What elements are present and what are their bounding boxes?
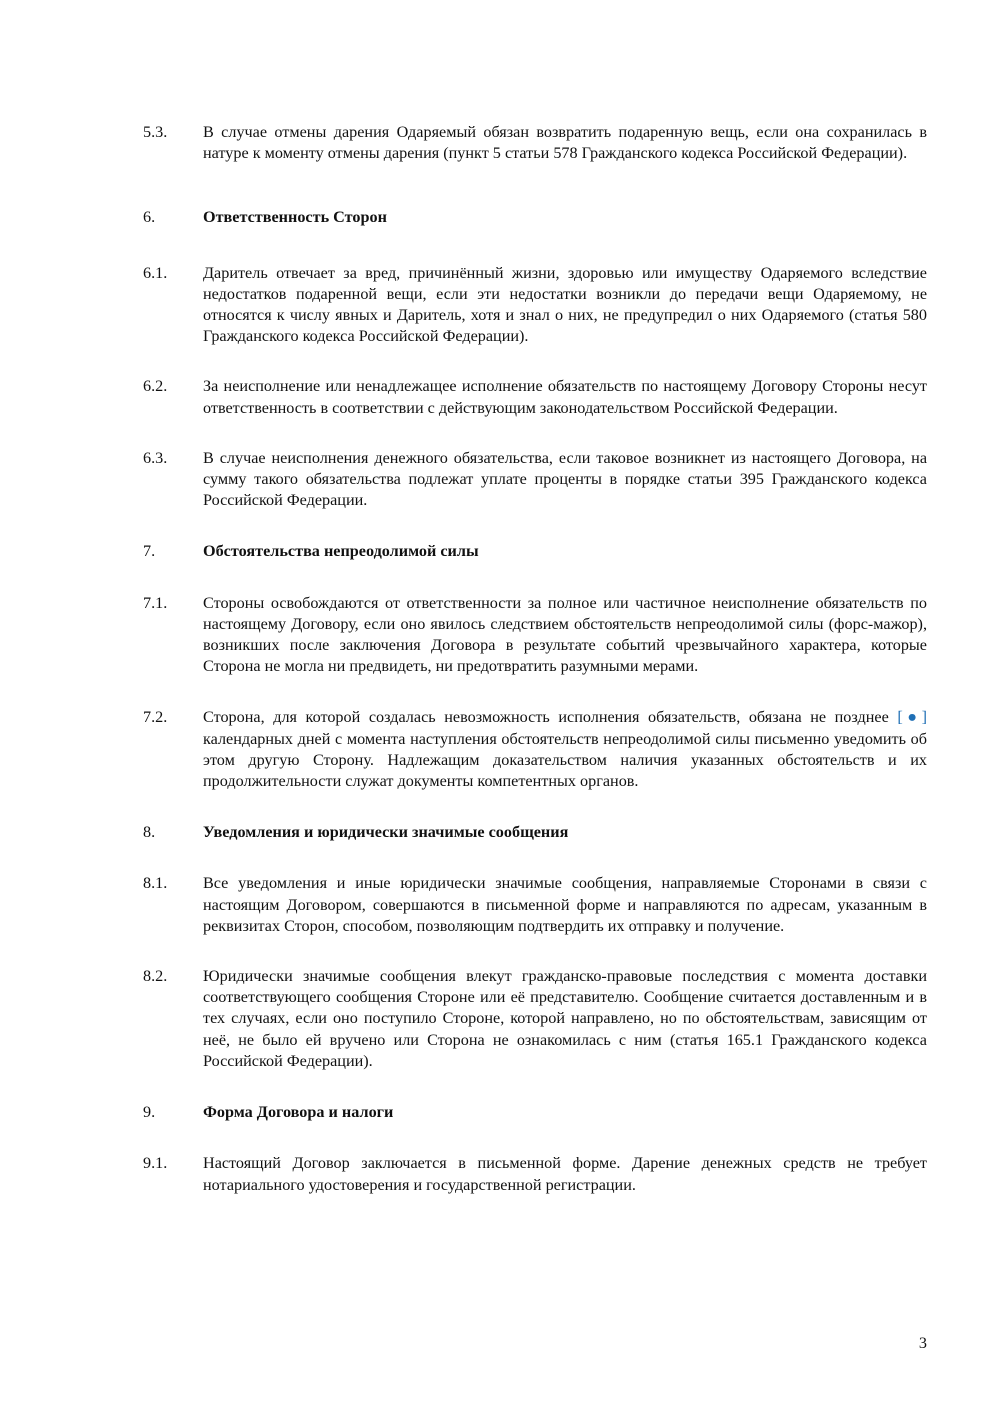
clause-number: 9.1. [143, 1154, 168, 1173]
clause-7-1 [143, 593, 927, 678]
clause-8-2 [143, 966, 927, 1072]
clause-6-1 [143, 263, 927, 348]
clause-8-1 [143, 873, 927, 937]
section-number: 6. [143, 208, 156, 227]
clause-text: Юридически значимые сообщения влекут гражданско-правовые последствия с момента доставки соответствующего сообщения Стороне или её представителю. Сообщение считается доставленным и в тех случаях, если оно поступило Стороне, которой направлено, но по обстоятельствам, зависящим от неё, не было ей вручено или Сторона не ознакомилась с ним (статья 165.1 Гражданского кодекса Российской Федерации). [203, 967, 927, 1070]
document-body [143, 122, 927, 1196]
clause-text [203, 707, 927, 792]
clause-text: В случае неисполнения денежного обязательства, если таковое возникнет из настоящего Договора, на сумму такого обязательства подлежат уплате проценты в порядке статьи 395 Гражданского кодекса Российской Федерации. [203, 448, 927, 510]
section-title: Ответственность Сторон [203, 208, 387, 227]
clause-number: 6.3. [143, 448, 168, 467]
clause-number: 6.1. [143, 263, 168, 282]
clause-9-1 [143, 1153, 927, 1195]
section-number: 8. [143, 823, 156, 842]
clause-number: 7.1. [143, 593, 168, 612]
section-heading-7 [143, 541, 927, 562]
clause-5-3 [143, 122, 927, 164]
clause-6-3 [143, 448, 927, 512]
blank-placeholder: [●] [897, 708, 927, 727]
clause-text: Все уведомления и иные юридически значимые сообщения, направляемые Сторонами в связи с настоящим Договором, совершаются в письменной форме и направляются по адресам, указанным в реквизитах Сторон, способом, позволяющим подтвердить их отправку и получение. [203, 874, 927, 935]
clause-text: В случае отмены дарения Одаряемый обязан возвратить подаренную вещь, если она сохранилась в натуре к моменту отмены дарения (пункт 5 статьи 578 Гражданского кодекса Российской Федерации). [203, 123, 927, 163]
section-number: 7. [143, 542, 156, 561]
section-title: Форма Договора и налоги [203, 1103, 394, 1122]
section-title: Уведомления и юридически значимые сообщения [203, 823, 569, 842]
clause-text: За неисполнение или ненадлежащее исполнение обязательств по настоящему Договору Стороны несут ответственность в соответствии с действующим законодательством Российской Федерации. [203, 377, 927, 417]
clause-text: Настоящий Договор заключается в письменной форме. Дарение денежных средств не требует нотариального удостоверения и государственной регистрации. [203, 1154, 927, 1194]
section-number: 9. [143, 1103, 156, 1122]
clause-text-before: Сторона, для которой создалась невозможность исполнения обязательств, обязана не позднее [203, 708, 898, 727]
clause-number: 8.1. [143, 874, 168, 893]
clause-7-2 [143, 707, 927, 792]
clause-text-after: календарных дней с момента наступления обстоятельств непреодолимой силы письменно уведомить об этом другую Сторону. Надлежащим доказательством наличия указанных обстоятельств и их продолжительности служат документы компетентных органов. [203, 729, 927, 791]
clause-text: Даритель отвечает за вред, причинённый жизни, здоровью или имуществу Одаряемого вследствие недостатков подаренной вещи, если эти недостатки возникли до передачи вещи Одаряемому, не относятся к числу явных и Даритель, хотя и знал о них, не предупредил о них Одаряемого (статья 580 Гражданского кодекса Российской Федерации). [203, 263, 927, 346]
clause-number: 8.2. [143, 967, 168, 986]
section-heading-9 [143, 1102, 927, 1123]
clause-number: 7.2. [143, 708, 168, 727]
page-number: 3 [918, 1334, 927, 1352]
section-heading-6 [143, 207, 927, 228]
clause-number: 5.3. [143, 123, 168, 141]
section-heading-8 [143, 822, 927, 843]
clause-text: Стороны освобождаются от ответственности за полное или частичное неисполнение обязательств по настоящему Договору, если оно явилось следствием обстоятельств непреодолимой силы (форс-мажор), возникших после заключения Договора в результате событий чрезвычайного характера, которые Сторона не могла ни предвидеть, ни предотвратить разумными мерами. [203, 593, 927, 676]
clause-6-2 [143, 376, 927, 418]
clause-number: 6.2. [143, 377, 168, 396]
section-title: Обстоятельства непреодолимой силы [203, 542, 479, 561]
